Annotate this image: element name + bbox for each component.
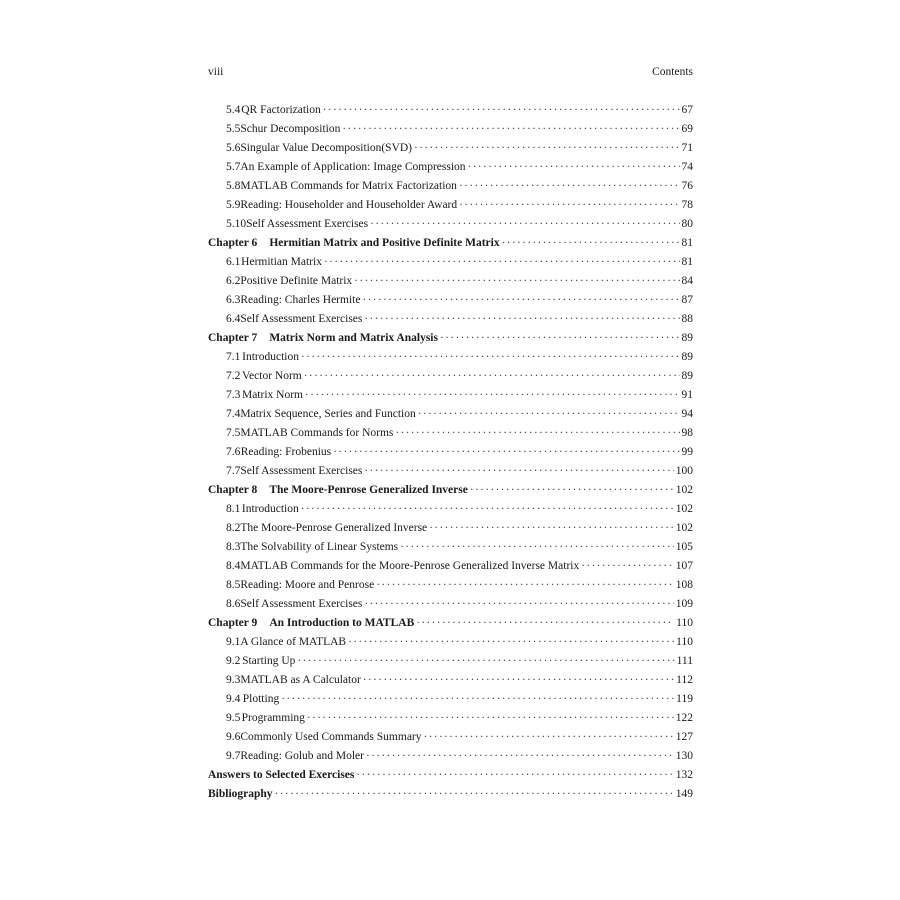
section-title: MATLAB as A Calculator [240,674,361,686]
dot-leader [468,158,680,177]
toc-section-entry[interactable] [208,310,693,329]
dot-leader [307,709,674,728]
section-title: Vector Norm [242,370,302,382]
page-number: 67 [681,104,693,116]
dot-leader [366,747,674,766]
dot-leader [440,329,680,348]
page-number: 99 [681,446,693,458]
toc-section-entry[interactable] [208,405,693,424]
section-number: 8.5 [226,579,241,591]
section-number: 7.3 [226,389,241,401]
page-number: 149 [675,788,693,800]
toc-chapter-entry[interactable] [208,329,693,348]
section-number: 9.5 [226,712,241,724]
toc-section-entry[interactable] [208,253,693,272]
chapter-number: Chapter 9 [208,617,258,629]
toc-section-entry[interactable] [208,386,693,405]
dot-leader [459,177,680,196]
section-title: Self Assessment Exercises [240,465,363,477]
section-title: Reading: Moore and Penrose [240,579,375,591]
section-number: 8.3 [226,541,241,553]
toc-section-entry[interactable] [208,177,693,196]
toc-section-entry[interactable] [208,652,693,671]
toc-section-entry[interactable] [208,139,693,158]
section-title: Self Assessment Exercises [240,313,363,325]
page-number: 100 [675,465,693,477]
page-number: 132 [675,769,693,781]
section-number: 6.3 [226,294,241,306]
page-number: 80 [681,218,693,230]
page-number: 84 [681,275,693,287]
dot-leader [424,728,674,747]
dot-leader [324,253,680,272]
section-number: 5.4 [226,104,241,116]
page-number: 89 [681,332,693,344]
section-number: 8.2 [226,522,241,534]
dot-leader [304,367,680,386]
section-number: 5.9 [226,199,241,211]
section-number: 7.2 [226,370,241,382]
section-title: MATLAB Commands for Matrix Factorization [240,180,457,192]
section-title: Self Assessment Exercises [246,218,369,230]
chapter-title: Answers to Selected Exercises [208,769,355,781]
toc-chapter-entry[interactable] [208,481,693,500]
section-number: 7.6 [226,446,241,458]
dot-leader [363,671,674,690]
section-title: Plotting [242,693,280,705]
section-number: 7.1 [226,351,241,363]
page-number: 87 [681,294,693,306]
page-number: 89 [681,351,693,363]
section-number: 6.1 [226,256,241,268]
dot-leader [414,139,679,158]
page-number: 74 [681,161,693,173]
dot-leader [416,614,674,633]
toc-section-entry[interactable] [208,728,693,747]
toc-section-entry[interactable] [208,747,693,766]
dot-leader [281,690,674,709]
dot-leader [400,538,674,557]
section-number: 9.4 [226,693,241,705]
dot-leader [581,557,674,576]
dot-leader [297,652,674,671]
toc-section-entry[interactable] [208,671,693,690]
toc-section-entry[interactable] [208,576,693,595]
section-title: Matrix Norm [241,389,303,401]
page-number: 130 [675,750,693,762]
section-number: 5.10 [226,218,247,230]
toc-section-entry[interactable] [208,538,693,557]
section-title: Hermitian Matrix [241,256,322,268]
section-title: Singular Value Decomposition(SVD) [240,142,413,154]
dot-leader [342,120,679,139]
section-title: Programming [241,712,305,724]
chapter-title: Matrix Norm and Matrix Analysis [269,332,438,344]
section-number: 5.7 [226,161,241,173]
toc-section-entry[interactable] [208,462,693,481]
section-number: 8.6 [226,598,241,610]
toc-section-entry[interactable] [208,348,693,367]
page-number: 81 [681,237,693,249]
dot-leader [395,424,679,443]
section-title: An Example of Application: Image Compression [240,161,466,173]
toc-chapter-entry[interactable] [208,614,693,633]
dot-leader [305,386,680,405]
chapter-number: Chapter 7 [208,332,258,344]
chapter-title: Hermitian Matrix and Positive Definite Matrix [269,237,500,249]
toc-section-entry[interactable] [208,443,693,462]
running-title: Contents [652,66,693,78]
section-number: 6.2 [226,275,241,287]
section-number: 6.4 [226,313,241,325]
page-number: 112 [676,674,693,686]
page-number: 105 [675,541,693,553]
section-title: The Solvability of Linear Systems [240,541,399,553]
page-number: 122 [675,712,693,724]
section-title: Reading: Frobenius [240,446,332,458]
dot-leader [459,196,679,215]
section-title: MATLAB Commands for Norms [240,427,394,439]
section-title: Schur Decomposition [240,123,341,135]
section-number: 8.4 [226,560,241,572]
toc-section-entry[interactable] [208,519,693,538]
section-number: 9.3 [226,674,241,686]
section-number: 8.1 [226,503,241,515]
chapter-title: Bibliography [208,788,273,800]
dot-leader [418,405,680,424]
toc-section-entry[interactable] [208,196,693,215]
page-number: 102 [675,484,693,496]
dot-leader [354,272,679,291]
dot-leader [301,348,680,367]
dot-leader [470,481,674,500]
section-number: 7.4 [226,408,241,420]
section-number: 9.2 [226,655,241,667]
toc-section-entry[interactable] [208,595,693,614]
page-number: 98 [681,427,693,439]
page-number: 94 [681,408,693,420]
section-title: Introduction [242,351,299,363]
page-number: 69 [681,123,693,135]
chapter-title: An Introduction to MATLAB [269,617,415,629]
section-number: 5.6 [226,142,241,154]
page-number-roman: viii [208,66,224,78]
section-title: A Glance of MATLAB [240,636,347,648]
toc-section-entry[interactable] [208,291,693,310]
section-number: 9.7 [226,750,241,762]
dot-leader [323,101,680,120]
dot-leader [275,785,674,804]
dot-leader [364,310,679,329]
page-number: 89 [681,370,693,382]
toc-chapter-entry[interactable] [208,785,693,804]
section-title: Reading: Golub and Moler [240,750,364,762]
toc-section-entry[interactable] [208,101,693,120]
section-title: QR Factorization [241,104,321,116]
section-number: 9.6 [226,731,241,743]
section-number: 5.8 [226,180,241,192]
toc-chapter-entry[interactable] [208,766,693,785]
table-of-contents [208,101,693,804]
page-number: 102 [675,522,693,534]
chapter-number: Chapter 6 [208,237,258,249]
toc-section-entry[interactable] [208,367,693,386]
section-title: MATLAB Commands for the Moore-Penrose Generalized Inverse Matrix [240,560,580,572]
section-title: Introduction [241,503,299,515]
page-number: 111 [676,655,693,667]
toc-section-entry[interactable] [208,633,693,652]
section-title: Positive Definite Matrix [240,275,353,287]
toc-section-entry[interactable] [208,120,693,139]
page-number: 91 [681,389,693,401]
toc-section-entry[interactable] [208,424,693,443]
section-title: Starting Up [242,655,296,667]
section-title: Self Assessment Exercises [240,598,363,610]
page-number: 127 [675,731,693,743]
section-title: Commonly Used Commands Summary [240,731,422,743]
toc-section-entry[interactable] [208,557,693,576]
dot-leader [333,443,679,462]
page-number: 107 [675,560,693,572]
toc-section-entry[interactable] [208,158,693,177]
chapter-title: The Moore-Penrose Generalized Inverse [269,484,468,496]
dot-leader [301,500,674,519]
chapter-number: Chapter 8 [208,484,258,496]
dot-leader [356,766,673,785]
dot-leader [364,462,673,481]
page-number: 78 [681,199,693,211]
dot-leader [362,291,679,310]
page-number: 81 [681,256,693,268]
page-number: 119 [676,693,693,705]
page-number: 102 [675,503,693,515]
page-number: 88 [681,313,693,325]
page-number: 110 [676,636,693,648]
dot-leader [348,633,674,652]
toc-section-entry[interactable] [208,500,693,519]
dot-leader [429,519,674,538]
toc-chapter-entry[interactable] [208,234,693,253]
page-number: 109 [675,598,693,610]
page-number: 108 [675,579,693,591]
section-title: Reading: Householder and Householder Award [240,199,458,211]
toc-section-entry[interactable] [208,215,693,234]
toc-section-entry[interactable] [208,690,693,709]
dot-leader [370,215,679,234]
section-number: 5.5 [226,123,241,135]
dot-leader [502,234,680,253]
page-number: 71 [681,142,693,154]
section-title: The Moore-Penrose Generalized Inverse [240,522,428,534]
toc-section-entry[interactable] [208,272,693,291]
toc-section-entry[interactable] [208,709,693,728]
section-number: 7.5 [226,427,241,439]
dot-leader [364,595,673,614]
section-title: Reading: Charles Hermite [240,294,361,306]
page-number: 110 [676,617,693,629]
running-head [208,66,693,82]
section-number: 9.1 [226,636,241,648]
section-number: 7.7 [226,465,241,477]
dot-leader [376,576,674,595]
page-number: 76 [681,180,693,192]
section-title: Matrix Sequence, Series and Function [240,408,416,420]
